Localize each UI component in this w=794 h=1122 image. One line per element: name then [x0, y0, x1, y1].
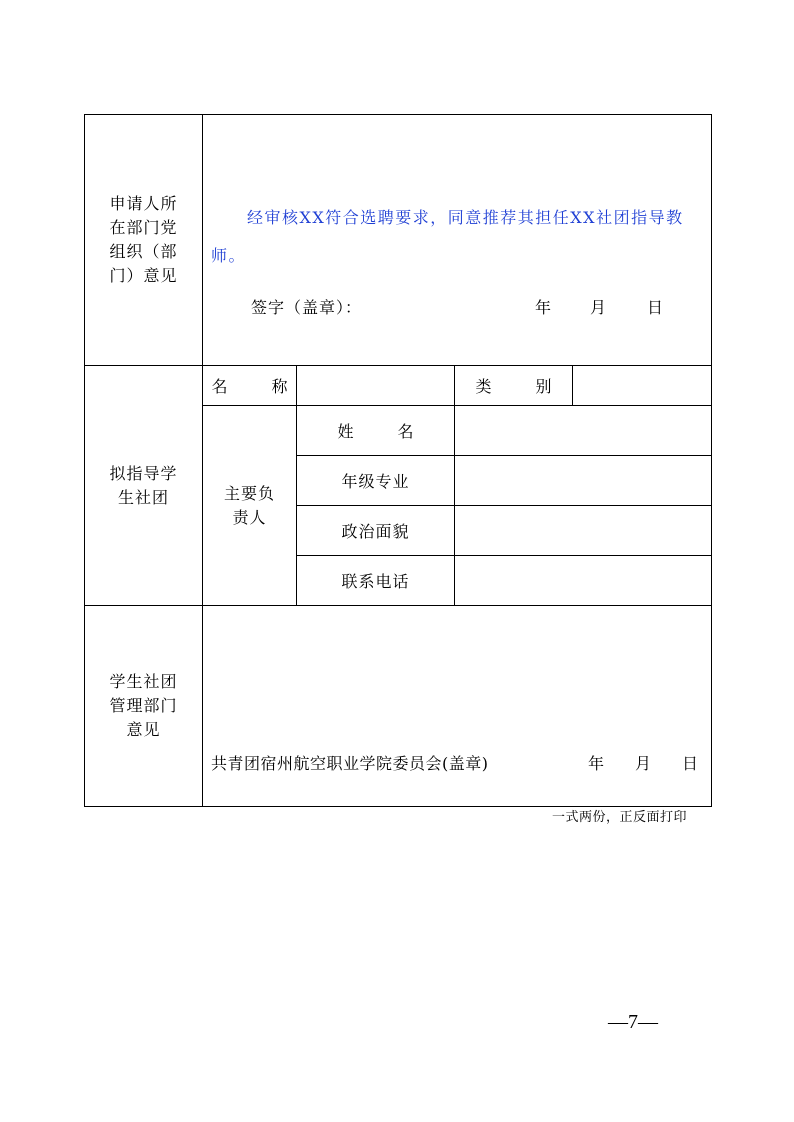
signature-label: 签字（盖章）： — [251, 298, 363, 317]
leader-name-label: 姓 名 — [297, 406, 455, 456]
club-category-field[interactable] — [573, 366, 712, 406]
date-month-label: 月 — [590, 298, 608, 317]
mgmt-opinion-label — [85, 606, 203, 807]
label-line: 责人 — [232, 507, 267, 527]
org-seal-label: 共青团宿州航空职业学院委员会(盖章) — [211, 754, 489, 773]
leader-phone-field[interactable] — [455, 556, 712, 606]
label-line: 组织（部 — [109, 242, 178, 261]
application-form-table — [84, 114, 712, 807]
label-line: 学生社团 — [109, 672, 178, 691]
label-line: 拟指导学 — [109, 463, 178, 483]
label-line: 管理部门 — [109, 696, 178, 715]
leader-phone-label: 联系电话 — [297, 556, 455, 606]
date-month-label: 月 — [635, 754, 653, 773]
date-day-label: 日 — [647, 298, 665, 317]
print-note: 一式两份，正反面打印 — [551, 810, 687, 825]
section-mgmt-opinion-row — [85, 606, 712, 807]
date-year-label: 年 — [588, 754, 606, 773]
leader-major-label: 年级专业 — [297, 456, 455, 506]
club-name-row — [85, 366, 712, 406]
label-line: 在部门党 — [109, 218, 178, 237]
club-section-label — [85, 366, 203, 606]
club-name-field[interactable] — [297, 366, 455, 406]
leader-section-label — [203, 406, 297, 606]
label-line: 申请人所 — [109, 194, 178, 213]
leader-political-label: 政治面貌 — [297, 506, 455, 556]
club-name-label: 名 称 — [203, 366, 297, 406]
page-number: —7— — [608, 1011, 658, 1033]
label-line: 意见 — [126, 720, 161, 739]
label-line: 主要负 — [223, 483, 275, 503]
label-line: 门）意见 — [109, 266, 178, 285]
mgmt-opinion-content[interactable] — [203, 606, 712, 807]
leader-major-field[interactable] — [455, 456, 712, 506]
date-year-label: 年 — [535, 298, 553, 317]
party-opinion-content[interactable] — [203, 115, 712, 366]
party-opinion-label — [85, 115, 203, 366]
club-category-label: 类 别 — [455, 366, 573, 406]
section-party-opinion-row — [85, 115, 712, 366]
party-opinion-text: 经审核XX符合选聘要求，同意推荐其担任XX社团指导教师。 — [211, 208, 684, 265]
label-line: 生社团 — [117, 487, 169, 507]
leader-political-field[interactable] — [455, 506, 712, 556]
leader-name-field[interactable] — [455, 406, 712, 456]
date-day-label: 日 — [682, 754, 700, 773]
